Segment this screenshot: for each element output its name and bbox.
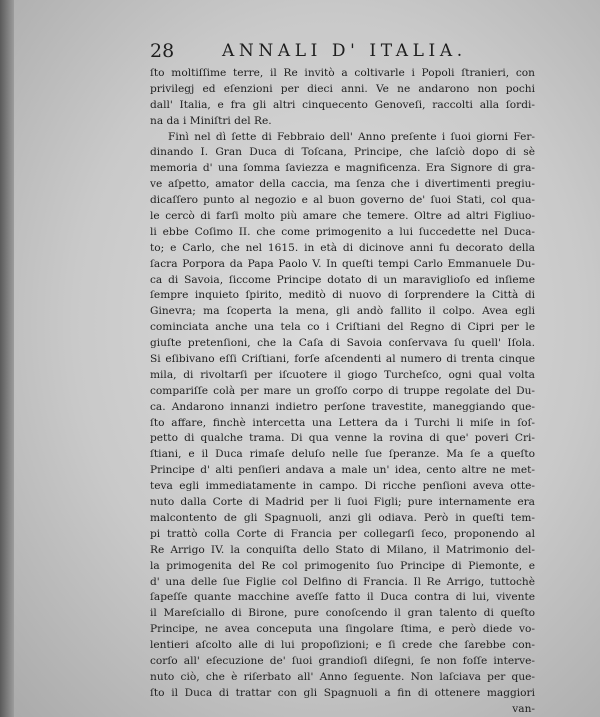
text-line: le cercò di farſi molto più amare che temere. Oltre ad altri Figliuo- (150, 210, 535, 223)
text-line: to; e Carlo, che nel 1615. in età di dicinove anni fu decorato della (150, 241, 535, 254)
text-line: petto di qualche trama. Di qua venne la rovina di que' poveri Cri- (150, 432, 535, 445)
page-number: 28 (150, 40, 175, 62)
text-line: nuto dalla Corte di Madrid per li ſuoi Figli; pure internamente era (150, 496, 535, 509)
book-page (150, 30, 545, 715)
text-line: ve aſpetto, amator della caccia, ma ſenza che i divertimenti pregiu- (150, 178, 535, 191)
body-text (150, 66, 535, 717)
catchword: van- (512, 702, 535, 715)
text-line: giuſte pretenſioni, che la Caſa di Savoia conſervava ſu quell' Iſola. (150, 337, 535, 350)
paragraph-start-line: Finì nel dì ſette di Febbraio dell' Anno preſente i ſuoi giorni Fer- (168, 130, 535, 143)
text-line: ſtiani, e il Duca rimaſe deluſo nelle ſue ſperanze. Ma ſe a queſto (150, 448, 535, 461)
text-line: lentieri aſcolto alle di lui propoſizioni; e ſi crede che ſarebbe con- (150, 639, 535, 652)
text-line: dinando I. Gran Duca di Toſcana, Principe, che laſciò dopo di sè (150, 146, 535, 159)
text-line: Principe d' alti penſieri andava a male un' idea, cento altre ne met- (150, 464, 535, 477)
text-line: na da i Miniſtri del Re. (150, 114, 272, 127)
text-line: mila, di rivoltarſi per iſcuotere il giogo Turcheſco, ogni qual volta (150, 368, 535, 381)
text-line: ſto moltiſſime terre, il Re invitò a coltivarle i Popoli ſtranieri, con (150, 67, 535, 79)
text-line: la primogenita del Re col primogenito ſuo Principe di Piemonte, e (150, 559, 535, 572)
text-line: ſacra Porpora da Papa Paolo V. In queſti tempi Carlo Emmanuele Du- (150, 257, 535, 270)
text-line: privilegj ed eſenzioni per dieci anni. Ve ne andarono non pochi (150, 82, 535, 95)
running-title: ANNALI D' ITALIA. (222, 41, 467, 61)
text-line: cominciata anche una tela co i Criſtiani del Regno di Cipri per le (150, 321, 535, 334)
text-line: Si eſibivano eſſi Criſtiani, forſe aſcendenti al numero di trenta cinque (150, 353, 535, 366)
text-line: ſapeſſe quante macchine aveſſe fatto il Duca contra di lui, vivente (150, 591, 535, 604)
text-line: li ebbe Coſimo II. che come primogenito a lui ſuccedette nel Duca- (150, 225, 535, 238)
text-line: Ginevra; ma ſcoperta la mena, gli andò fallito il colpo. Avea egli (150, 305, 535, 318)
text-line: dall' Italia, e fra gli altri cinquecento Genoveſi, raccolti alla ſordi- (150, 98, 535, 111)
text-line: nuto ciò, che è riſerbato all' Anno ſeguente. Non laſciava per que- (150, 670, 535, 683)
text-line: ſempre inquieto ſpirito, meditò di nuovo di ſorprendere la Città di (150, 289, 535, 302)
running-head (150, 40, 545, 62)
text-line: ſto affare, finchè intercetta una Lettera da i Turchi li miſe in ſoſ- (150, 416, 535, 429)
text-line: ca. Andarono innanzi indietro perſone travestite, maneggiando que- (150, 400, 535, 413)
text-line: memoria d' una ſomma ſaviezza e magnificenza. Era Signore di gra- (150, 162, 535, 175)
text-line: compariſſe colà per mare un groſſo corpo di truppe regolate del Du- (150, 384, 535, 397)
text-line: corſo all' eſecuzione de' ſuoi grandioſi diſegni, ſe non foſſe interve- (150, 654, 535, 667)
text-line: ca di Savoia, ſiccome Principe dotato di un maraviglioſo ed inſieme (150, 273, 535, 286)
text-line: teva egli immediatamente in campo. Di ricche penſioni aveva otte- (150, 480, 535, 493)
text-line: Re Arrigo IV. la conquiſta dello Stato di Milano, il Matrimonio del- (150, 543, 535, 556)
text-line: malcontento de gli Spagnuoli, anzi gli odiava. Però in queſti tem- (150, 511, 535, 524)
text-line: dicaſſero punto al negozio e al buon governo de' ſuoi Stati, col qua- (150, 194, 535, 207)
text-line: pi trattò colla Corte di Francia per collegarſi ſeco, proponendo al (150, 527, 535, 540)
text-line: il Mareſciallo di Birone, pure conoſcendo il gran talento di queſto (150, 607, 535, 620)
text-line: Principe, ne avea conceputa una ſingolare ſtima, e però diede vo- (150, 623, 535, 636)
text-line: ſto il Duca di trattar con gli Spagnuoli a fin di ottenere maggiori (150, 686, 535, 699)
text-line: d' una delle ſue Figlie col Delfino di Francia. Il Re Arrigo, tuttochè (150, 575, 535, 588)
page-edge-shadow (0, 0, 14, 717)
